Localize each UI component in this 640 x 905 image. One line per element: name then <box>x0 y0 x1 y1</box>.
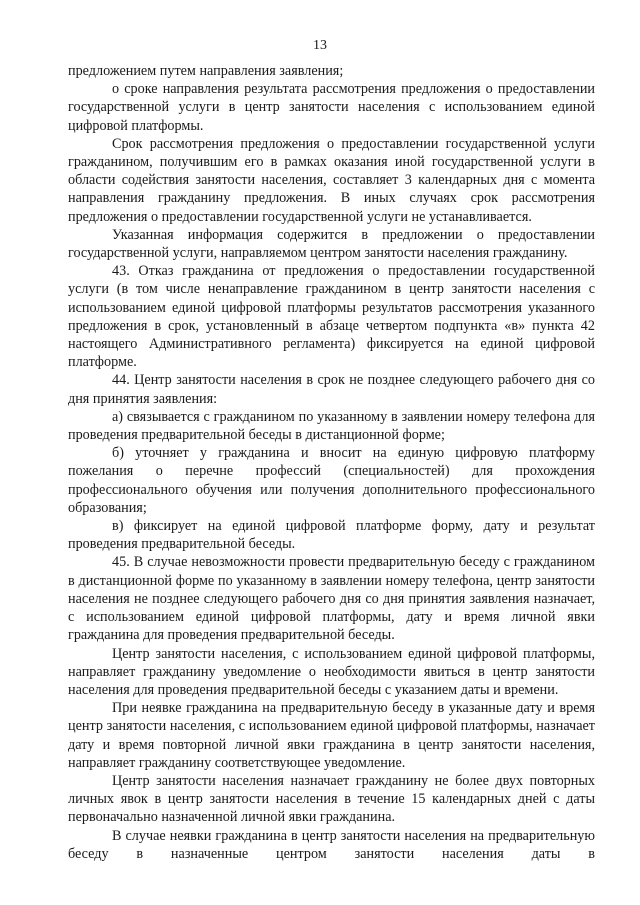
paragraph-truncated: В случае неявки гражданина в центр занятости населения на предварительную беседу в назначенные центром занятости населения даты в <box>68 827 595 862</box>
paragraph-item-45: 45. В случае невозможности провести предварительную беседу с гражданином в дистанционной форме по указанному в заявлении номеру телефона, центр занятости населения не позднее следующего рабочего дня со дня принятия заявления назначает, с использованием единой цифровой платформы, дату и время личной явки гражданина для проведения предварительной беседы. <box>68 554 595 644</box>
paragraph-item-44: 44. Центр занятости населения в срок не позднее следующего рабочего дня со дня принятия заявления: <box>68 372 595 407</box>
subparagraph-b: б) уточняет у гражданина и вносит на единую цифровую платформу пожелания о перечне профессий (специальностей) для прохождения профессионального обучения или получения дополнительного профессионального образования; <box>68 445 595 516</box>
paragraph-continuation: предложением путем направления заявления; <box>68 63 344 79</box>
paragraph: Центр занятости населения назначает гражданину не более двух повторных личных явок в центр занятости населения в течение 15 календарных дней с даты первоначально назначенной личной явки гражданина. <box>68 772 595 826</box>
paragraph: Указанная информация содержится в предложении о предоставлении государственной услуги, направляемом центром занятости населения гражданину. <box>68 226 595 262</box>
paragraph: Центр занятости населения, с использованием единой цифровой платформы, направляет гражданину уведомление о необходимости явиться в центр занятости населения для проведения предварительной беседы с указанием даты и времени. <box>68 645 595 698</box>
subparagraph-v: в) фиксирует на единой цифровой платформе форму, дату и результат проведения предварительной беседы. <box>68 518 595 553</box>
paragraph: При неявке гражданина на предварительную беседу в указанные дату и время центр занятости населения, с использованием единой цифровой платформы, назначает дату и время повторной личной явки гражданина в центр занятости населения, направляет гражданину соответствующее уведомление. <box>68 700 595 771</box>
paragraph: Срок рассмотрения предложения о предоставлении государственной услуги гражданином, получившим его в рамках оказания иной государственной услуги в области содействия занятости населения, составляет 3 календарных дня с момента направления гражданину предложения. В иных случаях срок рассмотрения предложения о предоставлении государственной услуги не устанавливается. <box>68 135 595 225</box>
subparagraph-a: а) связывается с гражданином по указанному в заявлении номеру телефона для проведения предварительной беседы в дистанционной форме; <box>68 408 595 444</box>
paragraph: о сроке направления результата рассмотрения предложения о предоставлении государственной услуги в центр занятости населения с использованием единой цифровой платформы. <box>68 81 595 134</box>
document-body <box>68 62 595 863</box>
paragraph-item-43: 43. Отказ гражданина от предложения о предоставлении государственной услуги (в том числе ненаправление гражданином в центр занятости населения с использованием единой цифровой платформы результатов рассмотрения указанного предложения в срок, установленный в абзаце четвертом подпункта «в» пункта 42 настоящего Административного регламента) фиксируется на единой цифровой платформе. <box>68 263 595 371</box>
page-number: 13 <box>313 38 327 53</box>
